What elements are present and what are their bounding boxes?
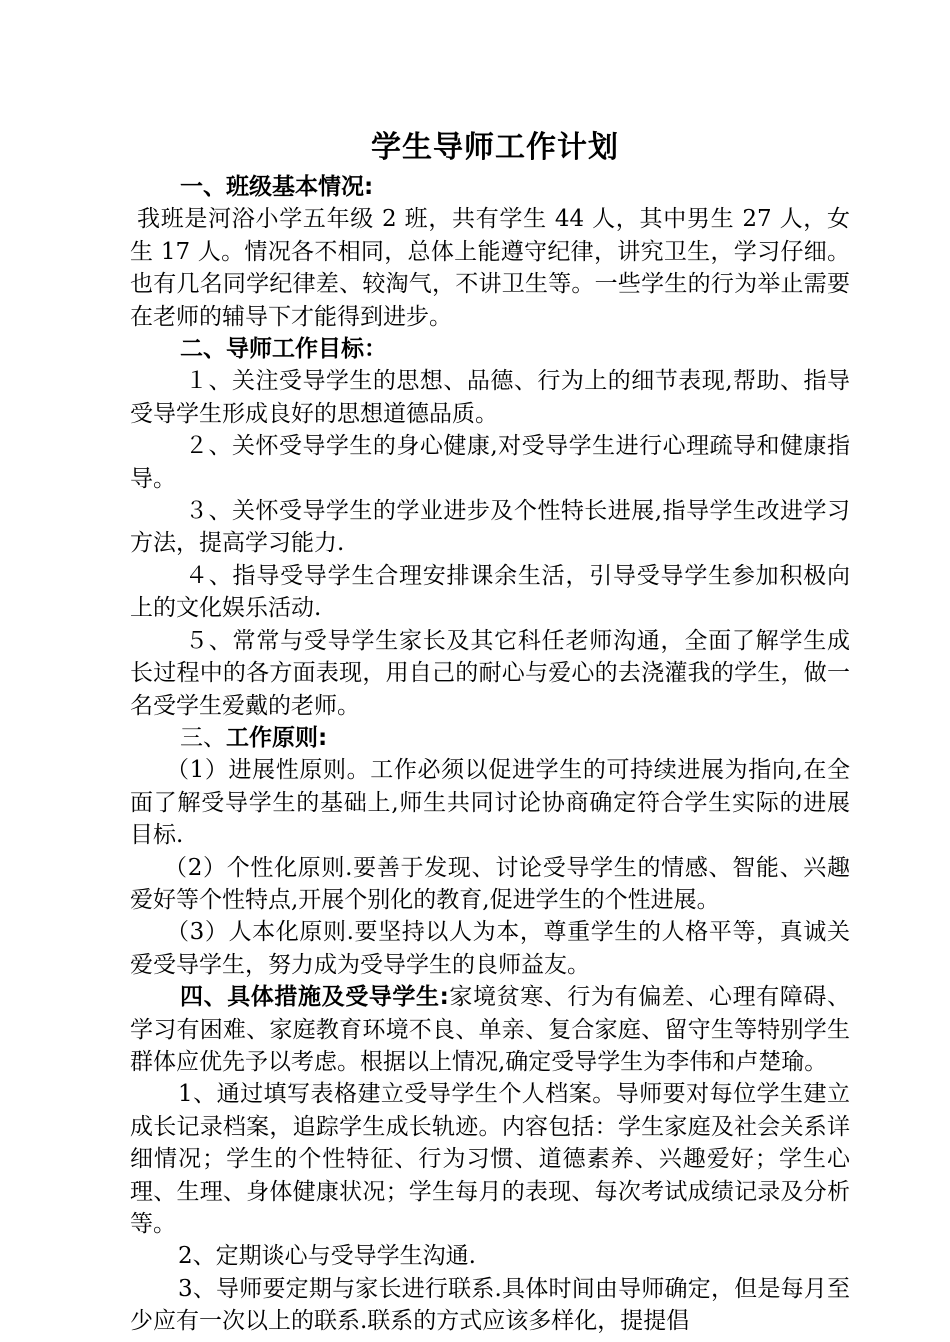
section-4-paragraph	[130, 981, 850, 1078]
document-page	[130, 125, 850, 1338]
section-4-intro: 家境贫寒、行为有偏差、心理有障碍、学习有困难、家庭教育环境不良、单亲、复合家庭、留守生等特别学生群体应优先予以考虑。根据以上情况,确定受导学生为李伟和卢楚瑜。	[130, 984, 850, 1075]
section-3-heading	[130, 722, 850, 754]
section-1-text: 我班是河浴小学五年级 2 班，共有学生 44 人，其中男生 27 人，女生 17 人。情况各不相同，总体上能遵守纪律，讲究卫生，学习仔细。也有几名同学纪律差、较淘气，不讲卫生等。一些学生的行为举止需要在老师的辅导下才能得到进步。	[130, 206, 850, 330]
document-title: 学生导师工作计划	[371, 130, 619, 165]
goal-item-1: １、关注受导学生的思想、品德、行为上的细节表现,帮助、指导受导学生形成良好的思想道德品质。	[130, 368, 850, 427]
goal-item-2: ２、关怀受导学生的身心健康,对受导学生进行心理疏导和健康指导。	[130, 433, 850, 492]
measure-item-3: 3、导师要定期与家长进行联系.具体时间由导师确定，但是每月至少应有一次以上的联系.联系的方式应该多样化，提提倡	[130, 1275, 850, 1335]
principle-item-1: （1）进展性原则。工作必须以促进学生的可持续进展为指向,在全面了解受导学生的基础上,师生共同讨论协商确定符合学生实际的进展目标.	[130, 757, 850, 849]
section-1-heading: 一、班级基本情况:	[180, 174, 374, 200]
principle-item-2: （2）个性化原则.要善于发现、讨论受导学生的情感、智能、兴趣爱好等个性特点,开展个别化的教育,促进学生的个性进展。	[130, 854, 850, 913]
section-4-heading: 四、具体措施及受导学生:	[180, 984, 449, 1011]
goal-item-4: ４、指导受导学生合理安排课余生活，引导受导学生参加积极向上的文化娱乐活动.	[130, 562, 850, 622]
goal-item-3: ３、关怀受导学生的学业进步及个性特长进展,指导学生改进学习方法，提高学习能力.	[130, 498, 850, 557]
section-2-heading: 二、导师工作目标：	[180, 336, 387, 363]
goal-item-5: ５、常常与受导学生家长及其它科任老师沟通，全面了解学生成长过程中的各方面表现，用自己的耐心与爱心的去浇灌我的学生，做一名受学生爱戴的老师。	[130, 627, 850, 719]
section-3-heading-prefix: 三、	[180, 724, 226, 751]
principle-item-3: （3）人本化原则.要坚持以人为本，尊重学生的人格平等，真诚关爱受导学生，努力成为受导学生的良师益友。	[130, 919, 850, 978]
measure-item-1: 1、通过填写表格建立受导学生个人档案。导师要对每位学生建立成长记录档案，追踪学生成长轨迹。内容包括：学生家庭及社会关系详细情况；学生的个性特征、行为习惯、道德素养、兴趣爱好；学生心理、生理、身体健康状况；学生每月的表现、每次考试成绩记录及分析等。	[130, 1081, 850, 1237]
section-3-heading-text: 工作原则:	[226, 724, 328, 751]
measure-item-2: 2、定期谈心与受导学生沟通.	[178, 1243, 476, 1270]
